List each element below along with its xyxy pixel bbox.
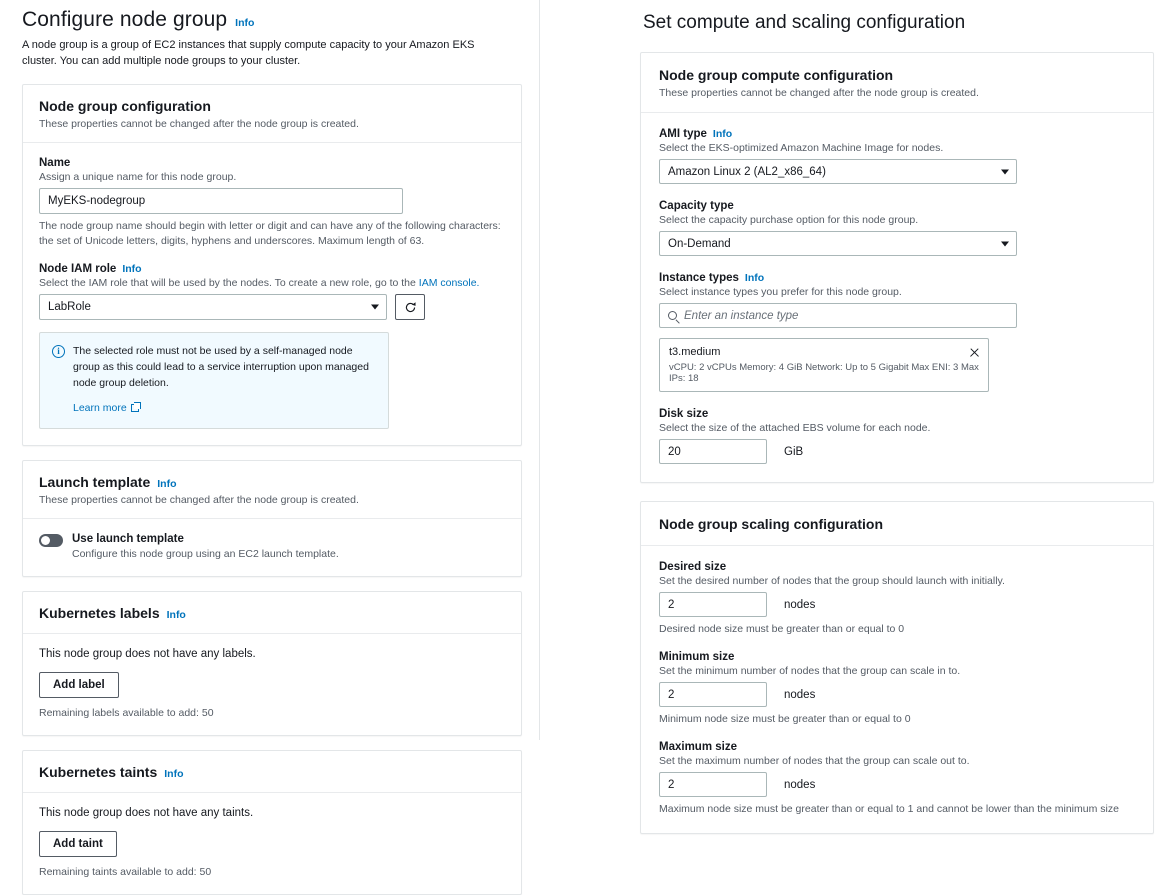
node-group-scaling-body (641, 546, 1153, 833)
kubernetes-labels-title: Kubernetes labels (39, 604, 160, 621)
node-iam-role-select-wrap (39, 294, 387, 320)
kubernetes-taints-title: Kubernetes taints (39, 763, 158, 780)
ami-type-label: AMI type (659, 128, 707, 140)
node-group-compute-title: Node group compute configuration (659, 67, 894, 83)
compute-scaling-title: Set compute and scaling configuration (643, 12, 966, 33)
ami-type-field (659, 128, 1135, 184)
ami-type-description: Select the EKS-optimized Amazon Machine Image for nodes. (659, 142, 944, 154)
chevron-down-icon (1001, 241, 1009, 246)
node-iam-role-label: Node IAM role (39, 263, 117, 276)
compute-scaling-panel (625, 0, 1176, 815)
ami-type-select[interactable]: Amazon Linux 2 (AL2_x86_64) (659, 159, 1017, 184)
kubernetes-taints-header (23, 751, 521, 793)
node-iam-role-info-link[interactable]: Info (122, 263, 142, 276)
learn-more-label: Learn more (73, 401, 127, 414)
external-link-icon (131, 404, 139, 412)
selected-instance-type-meta: vCPU: 2 vCPUs Memory: 4 GiB Network: Up to 5 Gigabit Max ENI: 3 Max IPs: 18 (669, 362, 979, 384)
desired-size-note: Desired node size must be greater than or equal to 0 (659, 623, 905, 635)
refresh-icon (404, 301, 417, 314)
node-group-configuration-subtitle: These properties cannot be changed after the node group is created. (39, 117, 359, 130)
desired-size-label: Desired size (659, 561, 727, 573)
kubernetes-labels-empty-text: This node group does not have any labels. (39, 647, 256, 660)
minimum-size-unit: nodes (784, 688, 816, 701)
panel-divider (539, 0, 540, 740)
node-group-compute-body (641, 113, 1153, 482)
desired-size-input[interactable] (659, 592, 767, 617)
node-group-scaling-title: Node group scaling configuration (659, 516, 883, 532)
maximum-size-field (659, 741, 1135, 815)
node-iam-role-description-text: Select the IAM role that will be used by the nodes. To create a new role, go to the (39, 277, 419, 290)
kubernetes-labels-header (23, 592, 521, 634)
minimum-size-label: Minimum size (659, 651, 735, 663)
search-icon (668, 311, 677, 320)
use-launch-template-description: Configure this node group using an EC2 launch template. (72, 547, 339, 560)
use-launch-template-row (39, 533, 505, 560)
minimum-size-note: Minimum node size must be greater than or equal to 0 (659, 713, 911, 725)
toggle-knob (41, 536, 50, 545)
node-group-configuration-card (22, 84, 522, 446)
add-label-button[interactable]: Add label (39, 672, 119, 698)
disk-size-field (659, 408, 1135, 464)
chevron-down-icon (371, 305, 379, 310)
selected-instance-type-token (659, 338, 989, 392)
instance-type-search-placeholder: Enter an instance type (684, 309, 799, 322)
minimum-size-input[interactable] (659, 682, 767, 707)
kubernetes-taints-info-link[interactable]: Info (164, 767, 184, 780)
name-label: Name (39, 156, 71, 169)
kubernetes-labels-note: Remaining labels available to add: 50 (39, 706, 214, 719)
page-title: Configure node group (22, 8, 228, 31)
launch-template-card (22, 460, 522, 577)
refresh-roles-button[interactable] (395, 294, 425, 320)
disk-size-description: Select the size of the attached EBS volume for each node. (659, 422, 931, 434)
launch-template-title: Launch template (39, 473, 151, 490)
node-iam-role-description (39, 277, 505, 289)
desired-size-description: Set the desired number of nodes that the group should launch with initially. (659, 575, 1005, 587)
maximum-size-label: Maximum size (659, 741, 737, 753)
node-group-scaling-header (641, 502, 1153, 546)
disk-size-unit: GiB (784, 445, 804, 458)
node-iam-role-select[interactable]: LabRole (39, 294, 387, 320)
instance-types-description: Select instance types you prefer for this node group. (659, 286, 902, 298)
name-description: Assign a unique name for this node group. (39, 170, 237, 183)
page-description: A node group is a group of EC2 instances that supply compute capacity to your Amazon EKS cluster. You can add multiple node groups to your cluster. (22, 39, 475, 67)
kubernetes-taints-body (23, 793, 521, 894)
role-warning-text: The selected role must not be used by a self-managed node group as this could lead to a service interruption upon managed node group deletion. (73, 345, 369, 389)
kubernetes-taints-note: Remaining taints available to add: 50 (39, 865, 212, 878)
selected-instance-type-name: t3.medium (669, 346, 721, 358)
kubernetes-labels-card (22, 591, 522, 736)
info-icon: i (52, 345, 65, 358)
chevron-down-icon (1001, 169, 1009, 174)
instance-types-info-link[interactable]: Info (744, 272, 765, 284)
node-group-compute-subtitle: These properties cannot be changed after the node group is created. (659, 87, 979, 99)
name-hint: The node group name should begin with letter or digit and can have any of the following characters: the set of Unicode letters, digits, hyphens and underscores. Maximum length of 63. (39, 219, 501, 248)
capacity-type-field (659, 200, 1135, 256)
ami-type-info-link[interactable]: Info (712, 128, 733, 140)
instance-types-field (659, 272, 1135, 392)
capacity-type-select[interactable]: On-Demand (659, 231, 1017, 256)
use-launch-template-label: Use launch template (72, 532, 184, 545)
instance-type-search-input[interactable] (659, 303, 1017, 328)
kubernetes-taints-card (22, 750, 522, 895)
desired-size-field (659, 561, 1135, 635)
node-group-configuration-title: Node group configuration (39, 97, 211, 114)
page-title-info-link[interactable]: Info (235, 17, 255, 29)
disk-size-label: Disk size (659, 408, 709, 420)
iam-console-link[interactable]: IAM console. (418, 277, 480, 290)
remove-instance-type-icon[interactable] (969, 347, 980, 358)
instance-types-label: Instance types (659, 272, 739, 284)
launch-template-body (23, 519, 521, 576)
node-iam-role-field (39, 263, 505, 428)
minimum-size-field (659, 651, 1135, 725)
capacity-type-label: Capacity type (659, 200, 734, 212)
node-group-compute-header (641, 53, 1153, 113)
learn-more-link[interactable] (73, 402, 139, 414)
kubernetes-taints-empty-text: This node group does not have any taints. (39, 806, 254, 819)
name-field (39, 157, 505, 249)
launch-template-subtitle: These properties cannot be changed after the node group is created. (39, 493, 359, 506)
role-warning-alert (39, 332, 389, 428)
launch-template-info-link[interactable]: Info (157, 477, 177, 490)
use-launch-template-toggle[interactable] (39, 534, 63, 547)
launch-template-header (23, 461, 521, 519)
disk-size-input[interactable] (659, 439, 767, 464)
node-group-scaling-card (640, 501, 1154, 834)
node-group-compute-card (640, 52, 1154, 483)
capacity-type-description: Select the capacity purchase option for this node group. (659, 214, 919, 226)
capacity-type-select-wrap (659, 231, 1017, 256)
maximum-size-input[interactable] (659, 772, 767, 797)
node-group-configuration-header (23, 85, 521, 143)
configure-node-group-panel (0, 0, 540, 878)
kubernetes-labels-info-link[interactable]: Info (166, 608, 186, 621)
maximum-size-unit: nodes (784, 778, 816, 791)
node-group-configuration-body (23, 143, 521, 445)
page-title-row (22, 8, 522, 32)
name-input[interactable] (39, 188, 403, 214)
minimum-size-description: Set the minimum number of nodes that the group can scale in to. (659, 665, 961, 677)
desired-size-unit: nodes (784, 598, 816, 611)
maximum-size-description: Set the maximum number of nodes that the group can scale out to. (659, 755, 970, 767)
ami-type-select-wrap (659, 159, 1017, 184)
add-taint-button[interactable]: Add taint (39, 831, 117, 857)
kubernetes-labels-body (23, 634, 521, 735)
maximum-size-note: Maximum node size must be greater than or equal to 1 and cannot be lower than the minimum size (659, 803, 1119, 815)
